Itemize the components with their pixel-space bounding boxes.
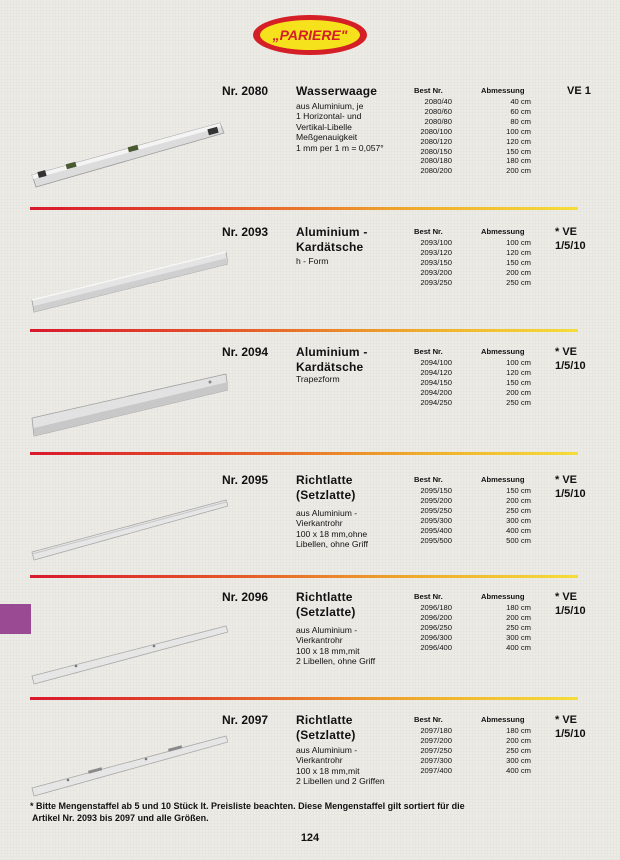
dimensions: 150 cm 200 cm 250 cm 300 cm 400 cm 500 cm: [506, 486, 531, 545]
article-codes: 2097/180 2097/200 2097/250 2097/300 2097/400: [420, 726, 452, 775]
packaging-unit: * VE 1/5/10: [555, 346, 586, 372]
page-number: 124: [300, 832, 320, 844]
logo-text: „PARIERE": [272, 27, 348, 43]
packaging-unit: VE 1: [567, 85, 591, 97]
product-number: Nr. 2097: [222, 713, 269, 727]
packaging-unit: * VE 1/5/10: [555, 474, 586, 500]
abmessung-header: Abmessung: [481, 347, 525, 356]
h-form-darby-image: [28, 242, 228, 322]
product-title: Richtlatte (Setzlatte): [296, 590, 356, 619]
article-codes: 2094/100 2094/120 2094/150 2094/200 2094/250: [420, 358, 452, 407]
section-divider: [30, 575, 578, 578]
product-number: Nr. 2093: [222, 225, 269, 239]
article-codes: 2080/40 2080/60 2080/80 2080/100 2080/120 2080/150 2080/180 2080/200: [420, 97, 452, 176]
straightedge-with-levels-image: [28, 612, 228, 692]
article-codes: 2096/180 2096/200 2096/250 2096/300 2096/400: [420, 603, 452, 652]
dimensions: 40 cm 60 cm 80 cm 100 cm 120 cm 150 cm 180 cm 200 cm: [506, 97, 531, 176]
product-title: Aluminium - Kardätsche: [296, 225, 368, 254]
straightedge-with-handles-image: [28, 722, 228, 802]
dimensions: 180 cm 200 cm 250 cm 300 cm 400 cm: [506, 603, 531, 652]
product-description: aus Aluminium - Vierkantrohr 100 x 18 mm,mit 2 Libellen und 2 Griffen: [296, 745, 385, 787]
spirit-level-image: [28, 115, 228, 195]
abmessung-header: Abmessung: [481, 475, 525, 484]
product-description: h - Form: [296, 256, 329, 266]
best-nr-header: Best Nr.: [414, 715, 443, 724]
product-title: Richtlatte (Setzlatte): [296, 473, 356, 502]
section-divider: [30, 329, 578, 332]
dimensions: 180 cm 200 cm 250 cm 300 cm 400 cm: [506, 726, 531, 775]
dimensions: 100 cm 120 cm 150 cm 200 cm 250 cm: [506, 238, 531, 287]
best-nr-header: Best Nr.: [414, 86, 443, 95]
product-title: Aluminium - Kardätsche: [296, 345, 368, 374]
section-divider: [30, 207, 578, 210]
abmessung-header: Abmessung: [481, 227, 525, 236]
article-codes: 2095/150 2095/200 2095/250 2095/300 2095/400 2095/500: [420, 486, 452, 545]
best-nr-header: Best Nr.: [414, 592, 443, 601]
section-divider: [30, 452, 578, 455]
product-title: Richtlatte (Setzlatte): [296, 713, 356, 742]
abmessung-header: Abmessung: [481, 86, 525, 95]
product-number: Nr. 2095: [222, 473, 269, 487]
dimensions: 100 cm 120 cm 150 cm 200 cm 250 cm: [506, 358, 531, 407]
packaging-unit: * VE 1/5/10: [555, 714, 586, 740]
trapezoid-darby-image: [28, 362, 228, 442]
product-number: Nr. 2080: [222, 84, 269, 98]
product-title: Wasserwaage: [296, 84, 378, 98]
best-nr-header: Best Nr.: [414, 227, 443, 236]
footnote: * Bitte Mengenstaffel ab 5 und 10 Stück lt. Preisliste beachten. Diese Mengenstaffel gilt sortiert für die Artikel Nr. 2093 bis 2097 und alle Größen.: [30, 801, 465, 823]
packaging-unit: * VE 1/5/10: [555, 591, 586, 617]
abmessung-header: Abmessung: [481, 592, 525, 601]
product-number: Nr. 2094: [222, 345, 269, 359]
chapter-tab: [0, 604, 31, 634]
abmessung-header: Abmessung: [481, 715, 525, 724]
pariere-logo: [252, 14, 368, 56]
product-description: aus Aluminium - Vierkantrohr 100 x 18 mm,ohne Libellen, ohne Griff: [296, 508, 368, 550]
product-description: aus Aluminium - Vierkantrohr 100 x 18 mm,mit 2 Libellen, ohne Griff: [296, 625, 376, 667]
best-nr-header: Best Nr.: [414, 475, 443, 484]
product-description: aus Aluminium, je 1 Horizontal- und Vertikal-Libelle Meßgenauigkeit 1 mm per 1 m = 0,057°: [296, 101, 384, 153]
section-divider: [30, 697, 578, 700]
product-description: Trapezform: [296, 374, 340, 384]
article-codes: 2093/100 2093/120 2093/150 2093/200 2093/250: [420, 238, 452, 287]
best-nr-header: Best Nr.: [414, 347, 443, 356]
packaging-unit: * VE 1/5/10: [555, 226, 586, 252]
product-number: Nr. 2096: [222, 590, 269, 604]
straightedge-image: [28, 482, 228, 562]
